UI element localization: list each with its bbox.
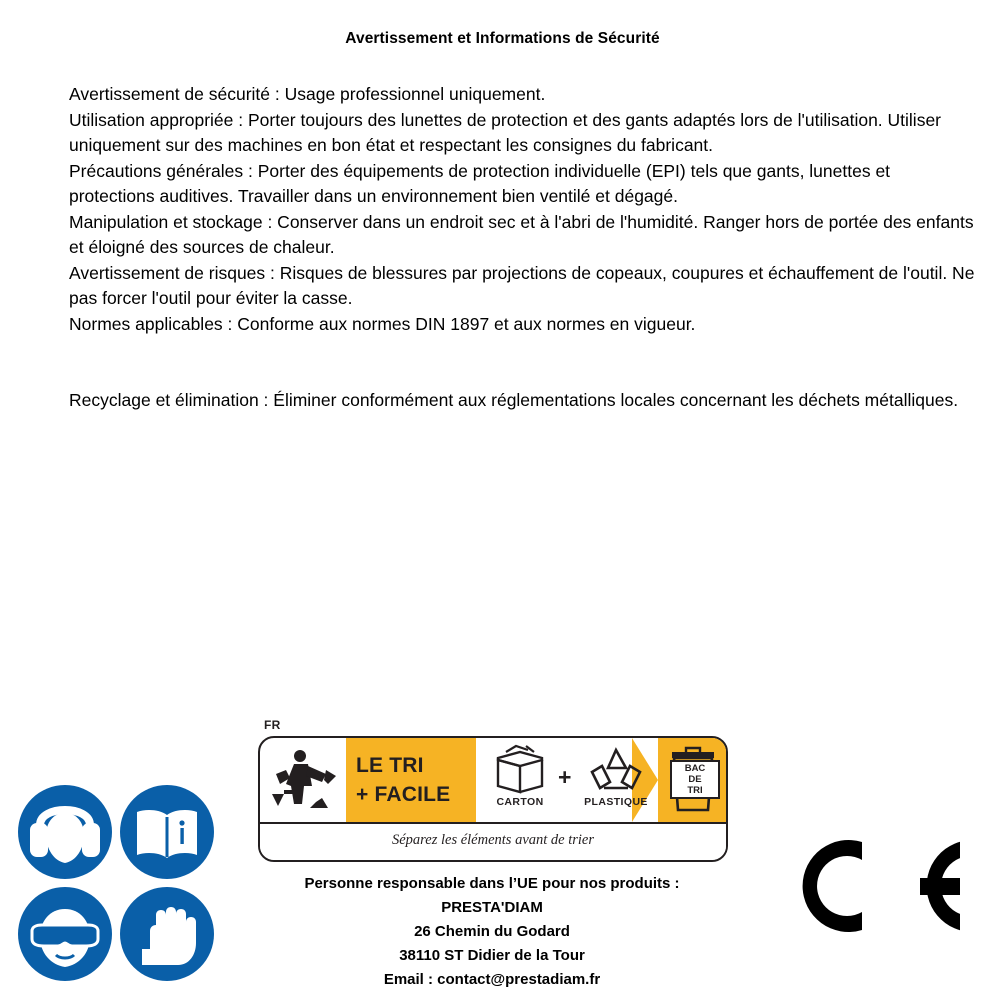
responsible-person-address-line-1: 26 Chemin du Godard: [414, 923, 570, 940]
recycle-loop-icon: [578, 744, 654, 796]
responsible-person-intro-suffix: pour nos produits :: [537, 875, 680, 892]
responsible-person-intro: [232, 872, 752, 896]
ear-protection-icon: [18, 785, 112, 879]
hand-protection-icon: [120, 887, 214, 981]
paragraph-risk-warning: Avertissement de risques : Risques de blessures par projections de copeaux, coupures et échauffement de l'outil. Ne pas forcer l'outil pour éviter la casse.: [69, 262, 975, 308]
mandatory-pictograms: [18, 785, 214, 981]
responsible-person-block: [232, 872, 752, 992]
bin-label: [670, 760, 720, 799]
recycling-bin-icon: [664, 746, 722, 821]
responsible-person-intro-prefix: Personne responsable dans l’: [304, 875, 518, 892]
bin-label-line-2: DE: [688, 774, 702, 785]
eye-protection-icon: [18, 887, 112, 981]
triman-slogan: [356, 751, 476, 809]
ce-mark-icon: [800, 832, 960, 940]
material-plastique: [578, 744, 654, 808]
triman-slogan-line-2: + FACILE: [356, 783, 451, 806]
safety-information-text: [69, 82, 979, 414]
paragraph-recycling-disposal: Recyclage et élimination : Éliminer conformément aux réglementations locales concernant les déchets métalliques.: [69, 390, 959, 410]
triman-country-code: FR: [264, 718, 281, 732]
responsible-person-intro-strong: UE: [517, 875, 538, 892]
triman-card: [258, 736, 728, 862]
material-plastique-label: PLASTIQUE: [584, 796, 648, 808]
carton-box-icon: [482, 744, 558, 796]
responsible-person-address-line-2: 38110 ST Didier de la Tour: [399, 947, 585, 964]
triman-card-top: [260, 738, 726, 822]
paragraph-safety-warning: Avertissement de sécurité : Usage professionnel uniquement.: [69, 84, 546, 104]
responsible-person-email: Email : contact@prestadiam.fr: [383, 971, 601, 988]
material-plus-sign: +: [558, 764, 572, 790]
responsible-person-company: PRESTA'DIAM: [441, 899, 543, 916]
paragraph-handling-storage: Manipulation et stockage : Conserver dans un endroit sec et à l'abri de l'humidité. Ranger hors de portée des enfants et éloigné des sources de chaleur.: [69, 211, 974, 257]
triman-symbol-icon: [264, 740, 346, 820]
triman-recycling-label: [258, 718, 728, 863]
paragraph-spacer: [69, 337, 979, 388]
paragraph-applicable-standards: Normes applicables : Conforme aux normes DIN 1897 et aux normes en vigueur.: [69, 313, 696, 334]
triman-slogan-line-1: LE TRI: [356, 754, 424, 777]
triman-footer: [260, 822, 726, 860]
paragraph-proper-use: Utilisation appropriée : Porter toujours des lunettes de protection et des gants adaptés lors de l'utilisation. Utiliser uniquement sur des machines en bon état et respectant les consignes du fabricant.: [69, 109, 942, 155]
triman-footer-text: Séparez les éléments avant de trier: [391, 832, 594, 848]
material-carton-label: CARTON: [496, 796, 544, 808]
material-carton: [482, 744, 558, 808]
bin-label-line-3: TRI: [687, 785, 703, 796]
bin-label-line-1: BAC: [684, 763, 706, 774]
read-instructions-icon: [120, 785, 214, 879]
paragraph-general-precautions: Précautions générales : Porter des équipements de protection individuelle (EPI) tels que gants, lunettes et protections auditives. Travailler dans un environnement bien ventilé et dégagé.: [69, 160, 891, 206]
page-title: Avertissement et Informations de Sécurité: [345, 30, 660, 47]
